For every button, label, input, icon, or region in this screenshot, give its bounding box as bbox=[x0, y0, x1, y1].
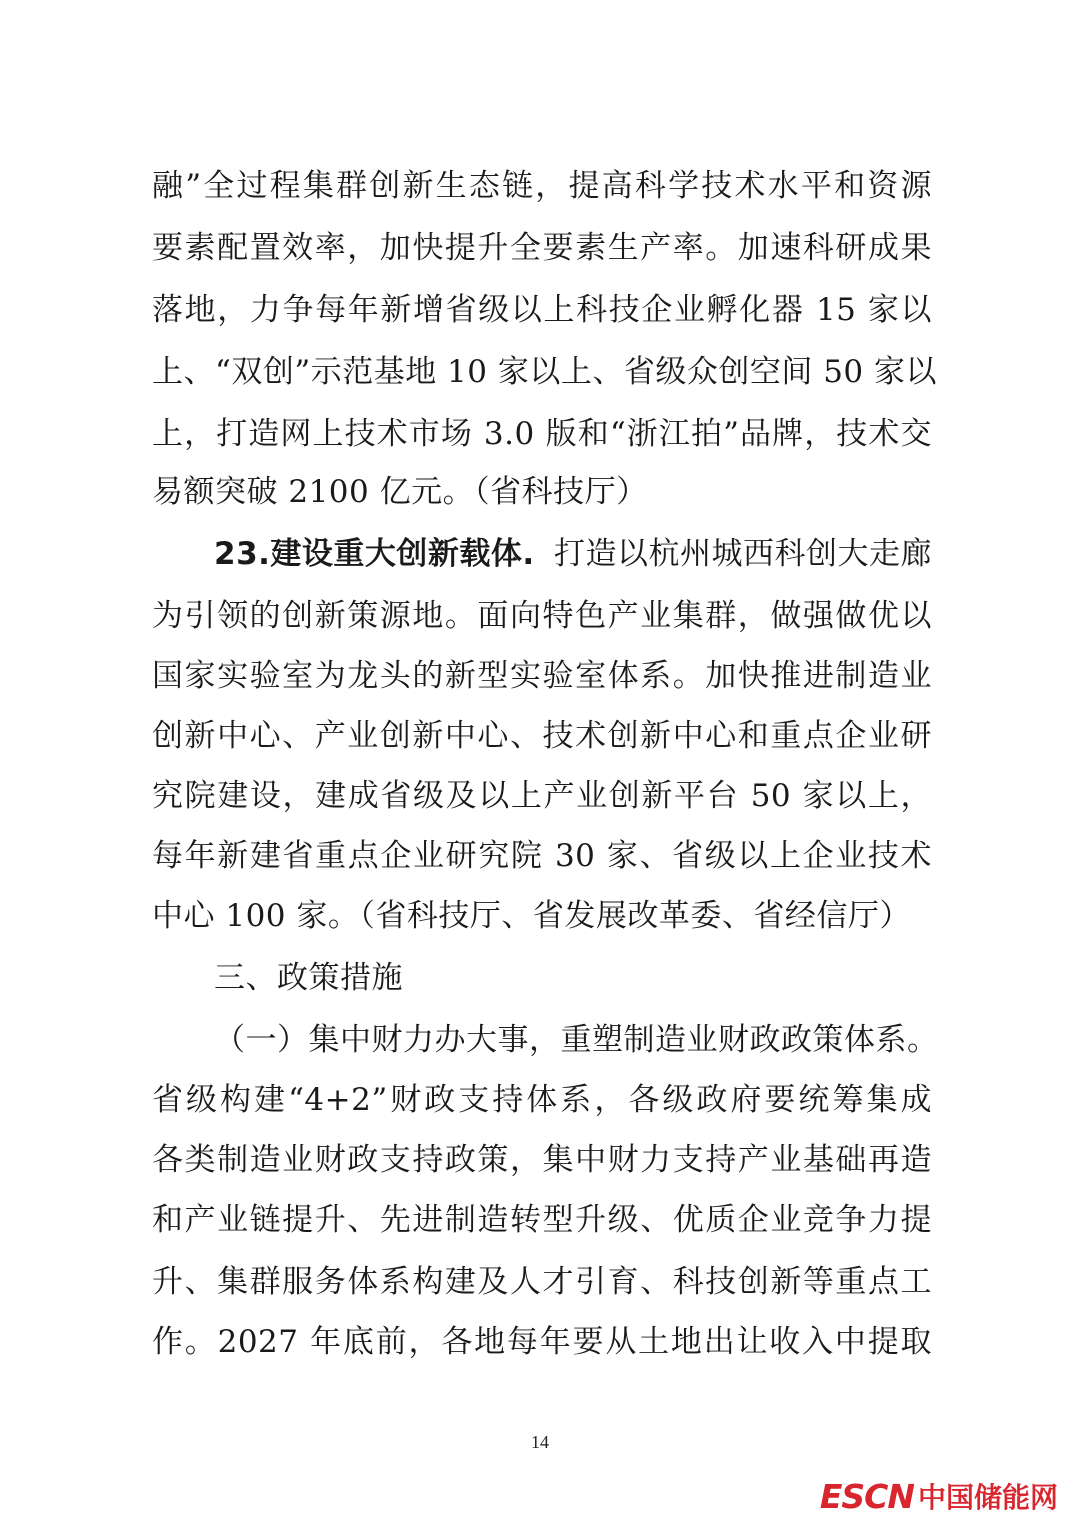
escn-watermark-logo bbox=[820, 1476, 1058, 1516]
text-line: 融”全过程集群创新生态链，提高科学技术水平和资源 bbox=[152, 168, 932, 204]
text-line: 各类制造业财政支持政策，集中财力支持产业基础再造 bbox=[152, 1142, 932, 1178]
text-line: 和产业链提升、先进制造转型升级、优质企业竞争力提 bbox=[152, 1202, 932, 1238]
text-line: 究院建设，建成省级及以上产业创新平台 50 家以上， bbox=[152, 778, 932, 814]
text-line: 每年新建省重点企业研究院 30 家、省级以上企业技术 bbox=[152, 838, 932, 874]
text-line: 升、集群服务体系构建及人才引育、科技创新等重点工 bbox=[152, 1264, 932, 1300]
subsection-heading: （一）集中财力办大事，重塑制造业财政政策体系。 bbox=[214, 1022, 939, 1058]
item-23-first-line bbox=[214, 534, 932, 574]
text-line: 易额突破 2100 亿元。（省科技厅） bbox=[152, 474, 648, 510]
section-heading: 三、政策措施 bbox=[214, 960, 403, 996]
text-line: 上，打造网上技术市场 3.0 版和“浙江拍”品牌，技术交 bbox=[152, 416, 932, 452]
text-segment: 打造以杭州城西科创大走廊 bbox=[554, 536, 932, 572]
watermark-chinese: 中国储能网 bbox=[917, 1481, 1058, 1514]
watermark-latin: ESCN bbox=[819, 1476, 914, 1516]
text-line: 要素配置效率，加快提升全要素生产率。加速科研成果 bbox=[152, 230, 932, 266]
text-line: 为引领的创新策源地。面向特色产业集群，做强做优以 bbox=[152, 598, 932, 634]
text-line: 创新中心、产业创新中心、技术创新中心和重点企业研 bbox=[152, 718, 932, 754]
text-line: 省级构建“4+2”财政支持体系，各级政府要统筹集成 bbox=[152, 1082, 932, 1118]
text-line: 中心 100 家。（省科技厅、省发展改革委、省经信厅） bbox=[152, 898, 911, 934]
text-line: 上、“双创”示范基地 10 家以上、省级众创空间 50 家以 bbox=[152, 354, 938, 390]
text-line: 作。2027 年底前，各地每年要从土地出让收入中提取 bbox=[152, 1324, 932, 1360]
item-23-heading: 23.建设重大创新载体. bbox=[214, 536, 535, 572]
text-line: 国家实验室为龙头的新型实验室体系。加快推进制造业 bbox=[152, 658, 932, 694]
text-line: 落地，力争每年新增省级以上科技企业孵化器 15 家以 bbox=[152, 292, 932, 328]
page-number: 14 bbox=[531, 1432, 549, 1452]
